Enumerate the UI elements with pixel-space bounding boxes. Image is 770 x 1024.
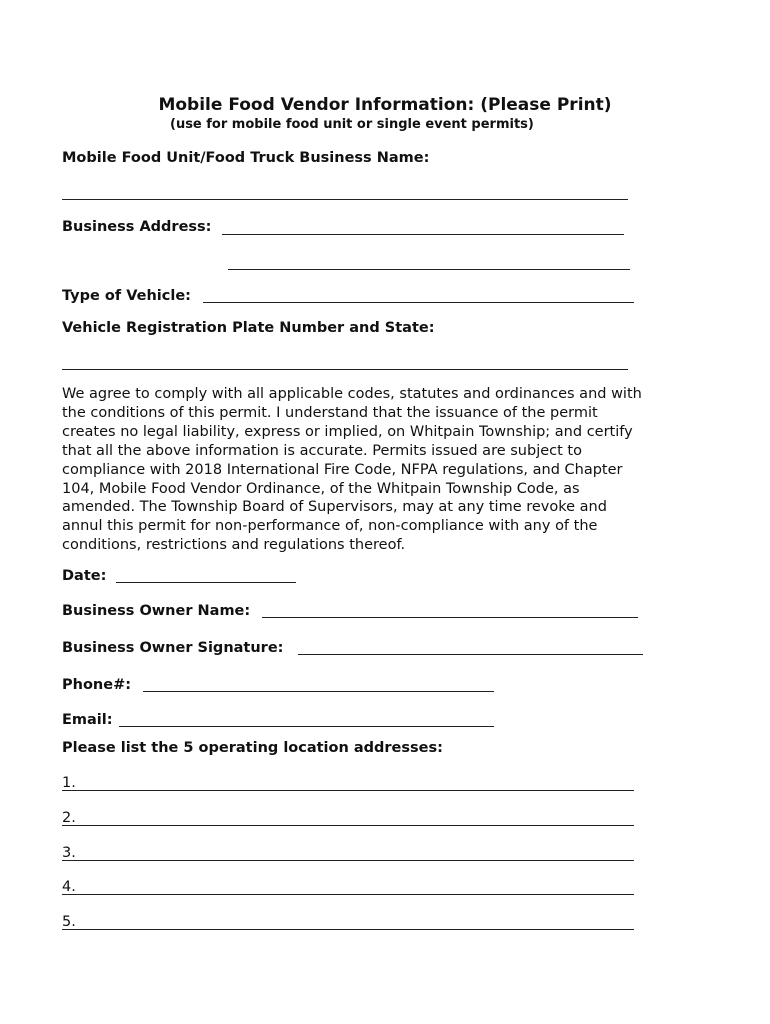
registration-field[interactable]: [62, 369, 628, 370]
location-1-field[interactable]: [62, 790, 634, 791]
email-field[interactable]: [119, 726, 494, 727]
vehicle-type-label: Type of Vehicle:: [62, 288, 191, 304]
location-4-field[interactable]: [62, 894, 634, 895]
agreement-line: We agree to comply with all applicable codes, statutes and ordinances and with: [62, 386, 642, 402]
business-address-label: Business Address:: [62, 219, 212, 235]
owner-signature-field[interactable]: [298, 654, 643, 655]
phone-label: Phone#:: [62, 677, 132, 693]
business-name-field[interactable]: [62, 199, 628, 200]
agreement-line: 104, Mobile Food Vendor Ordinance, of the Whitpain Township Code, as: [62, 480, 580, 497]
form-subtitle: (use for mobile food unit or single event permits): [170, 117, 534, 132]
location-number: 4.: [62, 879, 76, 895]
agreement-line: annul this permit for non-performance of, non-compliance with any of the: [62, 518, 598, 535]
date-label: Date:: [62, 568, 107, 584]
agreement-line: creates no legal liability, express or implied, on Whitpain Township; and certify: [62, 423, 633, 440]
agreement-line: conditions, restrictions and regulations thereof.: [62, 537, 406, 554]
locations-heading: Please list the 5 operating location addresses:: [62, 740, 443, 756]
form-title: Mobile Food Vendor Information: (Please Print): [158, 95, 612, 115]
owner-name-label: Business Owner Name:: [62, 603, 251, 619]
location-2-field[interactable]: [62, 825, 634, 826]
date-field[interactable]: [116, 582, 296, 583]
agreement-line: compliance with 2018 International Fire Code, NFPA regulations, and Chapter: [62, 461, 623, 478]
business-name-label: Mobile Food Unit/Food Truck Business Name:: [62, 150, 430, 166]
location-3-field[interactable]: [62, 860, 634, 861]
registration-label: Vehicle Registration Plate Number and State:: [62, 320, 435, 336]
business-address-field[interactable]: [222, 234, 624, 235]
phone-field[interactable]: [143, 691, 494, 692]
email-label: Email:: [62, 712, 113, 728]
vehicle-type-field[interactable]: [203, 302, 634, 303]
location-number: 1.: [62, 775, 76, 791]
location-number: 2.: [62, 810, 76, 826]
agreement-line: that all the above information is accurate. Permits issued are subject to: [62, 442, 582, 459]
business-address-line-2-field[interactable]: [228, 269, 630, 270]
agreement-paragraph: [62, 385, 702, 555]
location-number: 5.: [62, 914, 76, 930]
location-5-field[interactable]: [62, 929, 634, 930]
agreement-line: amended. The Township Board of Supervisors, may at any time revoke and: [62, 499, 607, 516]
agreement-line: the conditions of this permit. I understand that the issuance of the permit: [62, 404, 598, 421]
owner-name-field[interactable]: [262, 617, 638, 618]
owner-signature-label: Business Owner Signature:: [62, 640, 284, 656]
location-number: 3.: [62, 845, 76, 861]
